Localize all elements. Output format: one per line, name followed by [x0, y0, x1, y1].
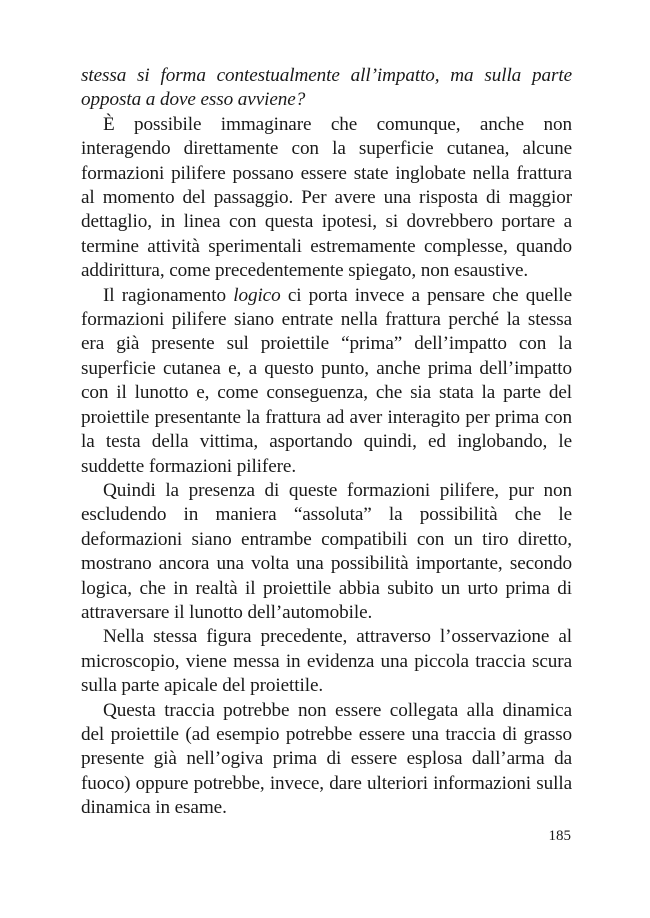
paragraph-2 [81, 284, 572, 479]
paragraph-5: Questa traccia potrebbe non essere collegata alla dinamica del proiettile (ad esempio potrebbe essere una traccia di grasso presente già nell’ogiva prima di essere esplosa dall’arma da fuoco) oppure potrebbe, invece, dare ulteriori informazioni sulla dinamica in esame. [81, 699, 572, 819]
paragraph-3: Quindi la presenza di queste formazioni pilifere, pur non escludendo in maniera “assoluta” la possibilità che le deformazioni siano entrambe compatibili con un tiro diretto, mostrano ancora una volta una possibilità importante, secondo logica, che in realtà il proiettile abbia subito un urto prima di attraversare il lunotto dell’automobile. [81, 479, 572, 623]
paragraph-lead-italic: stessa si forma contestualmente all’impatto, ma sulla parte opposta a dove esso avviene? [81, 65, 572, 111]
text-block [81, 64, 572, 821]
paragraph-1: È possibile immaginare che comunque, anche non interagendo direttamente con la superficie cutanea, alcune formazioni pilifere possano essere state inglobate nella frattura al momento del passaggio. Per avere una risposta di maggior dettaglio, in linea con questa ipotesi, si dovrebbero portare a termine attività sperimentali estremamente complesse, quando addirittura, come precedentemente spiegato, non esaustive. [81, 113, 572, 282]
paragraph-4: Nella stessa figura precedente, attraverso l’osservazione al microscopio, viene messa in evidenza una piccola traccia scura sulla parte apicale del proiettile. [81, 626, 572, 697]
paragraph-2-italic-word: logico [233, 284, 281, 306]
paragraph-2-end: ci porta invece a pensare che quelle formazioni pilifere siano entrate nella frattura perché la stessa era già presente sul proiettile “prima” dell’impatto con la superficie cutanea e, a questo punto, anche prima dell’impatto con il lunotto e, come conseguenza, che sia stata la parte del proiettile presentante la frattura ad aver interagito per prima con la testa della vittima, asportando quindi, ed inglobando, le suddette formazioni pilifere. [81, 284, 572, 477]
page-number: 185 [548, 828, 571, 844]
paragraph-2-start: Il ragionamento [103, 284, 234, 306]
page-body [81, 64, 572, 821]
